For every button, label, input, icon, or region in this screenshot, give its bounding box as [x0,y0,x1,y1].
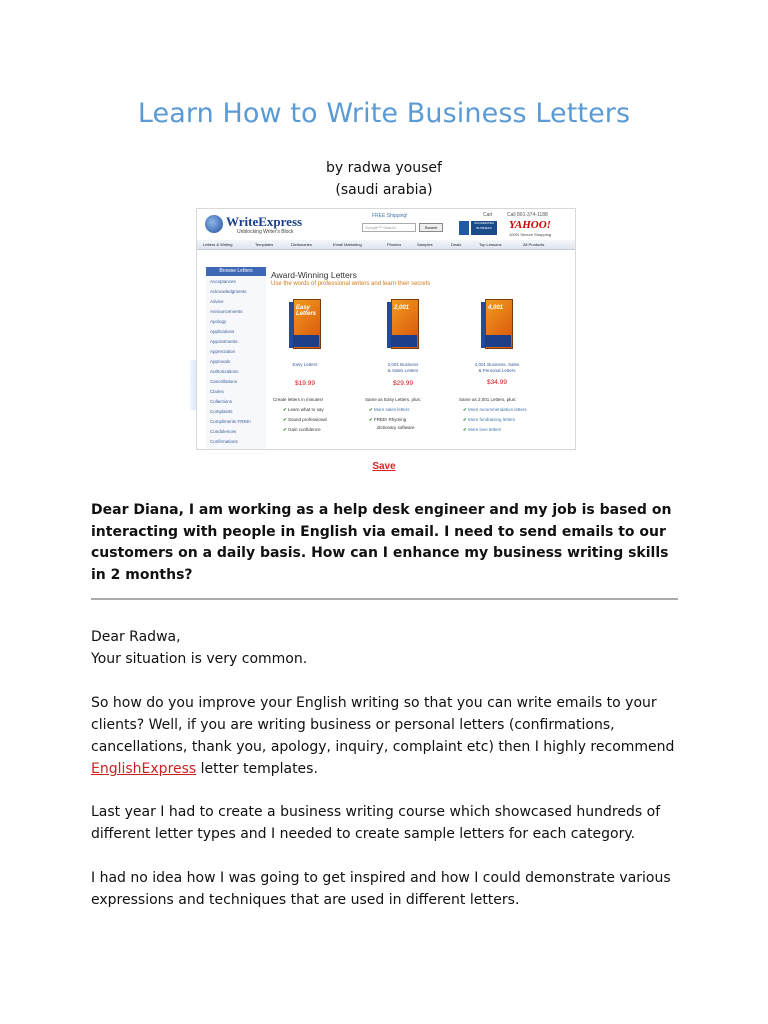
search-button: Search [419,223,443,232]
check-icon: ✔ [369,407,373,412]
product-box-4001-letters [481,299,513,349]
sidebar-item: Acknowledgments [210,289,247,294]
sidebar-item: Appointments [210,339,238,344]
product-price: $34.99 [487,379,507,386]
answer-greeting: Dear Radwa, [91,629,181,645]
nav-item: Email Marketing [333,242,362,247]
phone-number: Call 801-374-1188 [507,212,548,218]
feature-item: ✔ Gain confidence [283,427,321,432]
product-box-easy-letters [289,299,321,349]
sidebar-title: Browse Letters [206,267,266,276]
page-title: Learn How to Write Business Letters [137,98,631,129]
check-icon: ✔ [369,417,373,422]
nav-bar [197,240,575,250]
product-price: $29.99 [393,380,413,387]
divider [91,598,678,600]
feature-item: ✔ More recommendation letters [463,407,527,412]
writeexpress-logo-icon [205,215,223,233]
product-name: Easy Letters [292,362,318,367]
sidebar-item: Advice [210,299,224,304]
nav-item: Phonics [387,242,402,247]
byline-author: by radwa yousef [326,160,442,176]
sidebar-item: Authorizations [210,369,239,374]
box-label: 4,001 [488,305,504,311]
screenshot-header [197,209,575,239]
bbb-icon [459,221,469,235]
product-name: 4,001 Business, Sales & Personal Letters [474,362,520,373]
check-icon: ✔ [463,427,467,432]
save-link[interactable]: Save [372,461,396,472]
nav-item: Samples [417,242,433,247]
byline [0,157,768,201]
check-icon: ✔ [283,427,287,432]
brand-name: WriteExpress [226,214,303,229]
sidebar-item: Compliments FREE! [210,419,251,424]
answer-opening [91,626,681,670]
check-icon: ✔ [463,407,467,412]
nav-item: Letters & Writing [203,242,233,247]
feature-heading: Same as Easy Letters, plus: [365,397,422,402]
answer-paragraph: So how do you improve your English writing so that you can write emails to your clients? Well, if you are writing business or personal letters (confirmations, cancellations, thank you, apology, inquiry, complaint etc) then I highly recommend EnglishExpress letter templates. [91,695,675,777]
check-icon: ✔ [463,417,467,422]
sidebar-item: Applications [210,329,235,334]
check-icon: ✔ [283,417,287,422]
letters-sidebar [206,267,266,449]
feature-item: dictionary software [377,425,415,430]
feature-item: ✔ Sound professional [283,417,327,422]
nav-item: Templates [255,242,274,247]
byline-country: (saudi arabia) [335,182,433,198]
product-box-2001-letters [387,299,419,349]
sidebar-item: Claims [210,389,224,394]
box-label: 2,001 [394,305,410,311]
feature-item: ✔ More sales letters [369,407,410,412]
sidebar-item: Announcements [210,309,243,314]
sidebar-item: Acceptances [210,279,236,284]
sidebar-item: Approvals [210,359,231,364]
answer-paragraph: Last year I had to create a business writing course which showcased hundreds of different letter types and I needed to create sample letters for each category. [91,804,661,842]
writeexpress-screenshot[interactable] [196,208,576,450]
reader-question: Dear Diana, I am working as a help desk engineer and my job is based on interacting with people in English via email. I need to send emails to our customers on a daily basis. How can I enhance my business writing skills in 2 months? [91,502,672,583]
nav-item: Top Lessons [479,242,502,247]
sidebar-item: Appreciation [210,349,236,354]
sidebar-item: Complaints [210,409,233,414]
feature-item: ✔ Learn what to say [283,407,324,412]
product-price: $19.99 [295,380,315,387]
free-shipping-text: FREE Shipping! [372,213,408,219]
feature-heading: Same as 2,001 Letters, plus: [459,397,517,402]
feature-item: ✔ FREE! Rhyming [369,417,407,422]
englishexpress-link[interactable]: EnglishExpress [91,761,197,777]
sidebar-item: Condolences [210,429,237,434]
award-heading: Award-Winning Letters [271,270,357,280]
feature-heading: Create letters in minutes! [273,397,324,402]
answer-line: Your situation is very common. [91,651,308,667]
secure-shopping-text: 100% Secure Shopping [509,232,552,237]
sidebar-item: Apology [210,319,227,324]
sidebar-item: Collections [210,399,233,404]
sidebar-item: Confirmations [210,439,238,444]
feature-item: ✔ More fundraising letters [463,417,516,422]
award-subheading: Use the words of professional writers and learn their secrets [271,281,431,287]
box-label: Easy Letters [296,305,317,317]
check-icon: ✔ [283,407,287,412]
nav-item: Dictionaries [291,242,312,247]
yahoo-logo: YAHOO! [509,219,551,231]
feature-item: ✔ More love letters [463,427,502,432]
product-name: 2,001 Business & Sales Letters [387,362,419,373]
cart-link: Cart [483,212,493,218]
brand-tagline: Unblocking Writer's Block [237,229,294,235]
nav-item: Deals [451,242,462,247]
nav-item: All Products [523,242,545,247]
answer-paragraph: I had no idea how I was going to get inspired and how I could demonstrate various expressions and techniques that are used in different letters. [91,870,671,908]
search-input: Google™ Search [362,223,416,232]
sidebar-item: Cancellations [210,379,238,384]
accredited-badge: ACCREDITED BUSINESS [471,221,497,235]
